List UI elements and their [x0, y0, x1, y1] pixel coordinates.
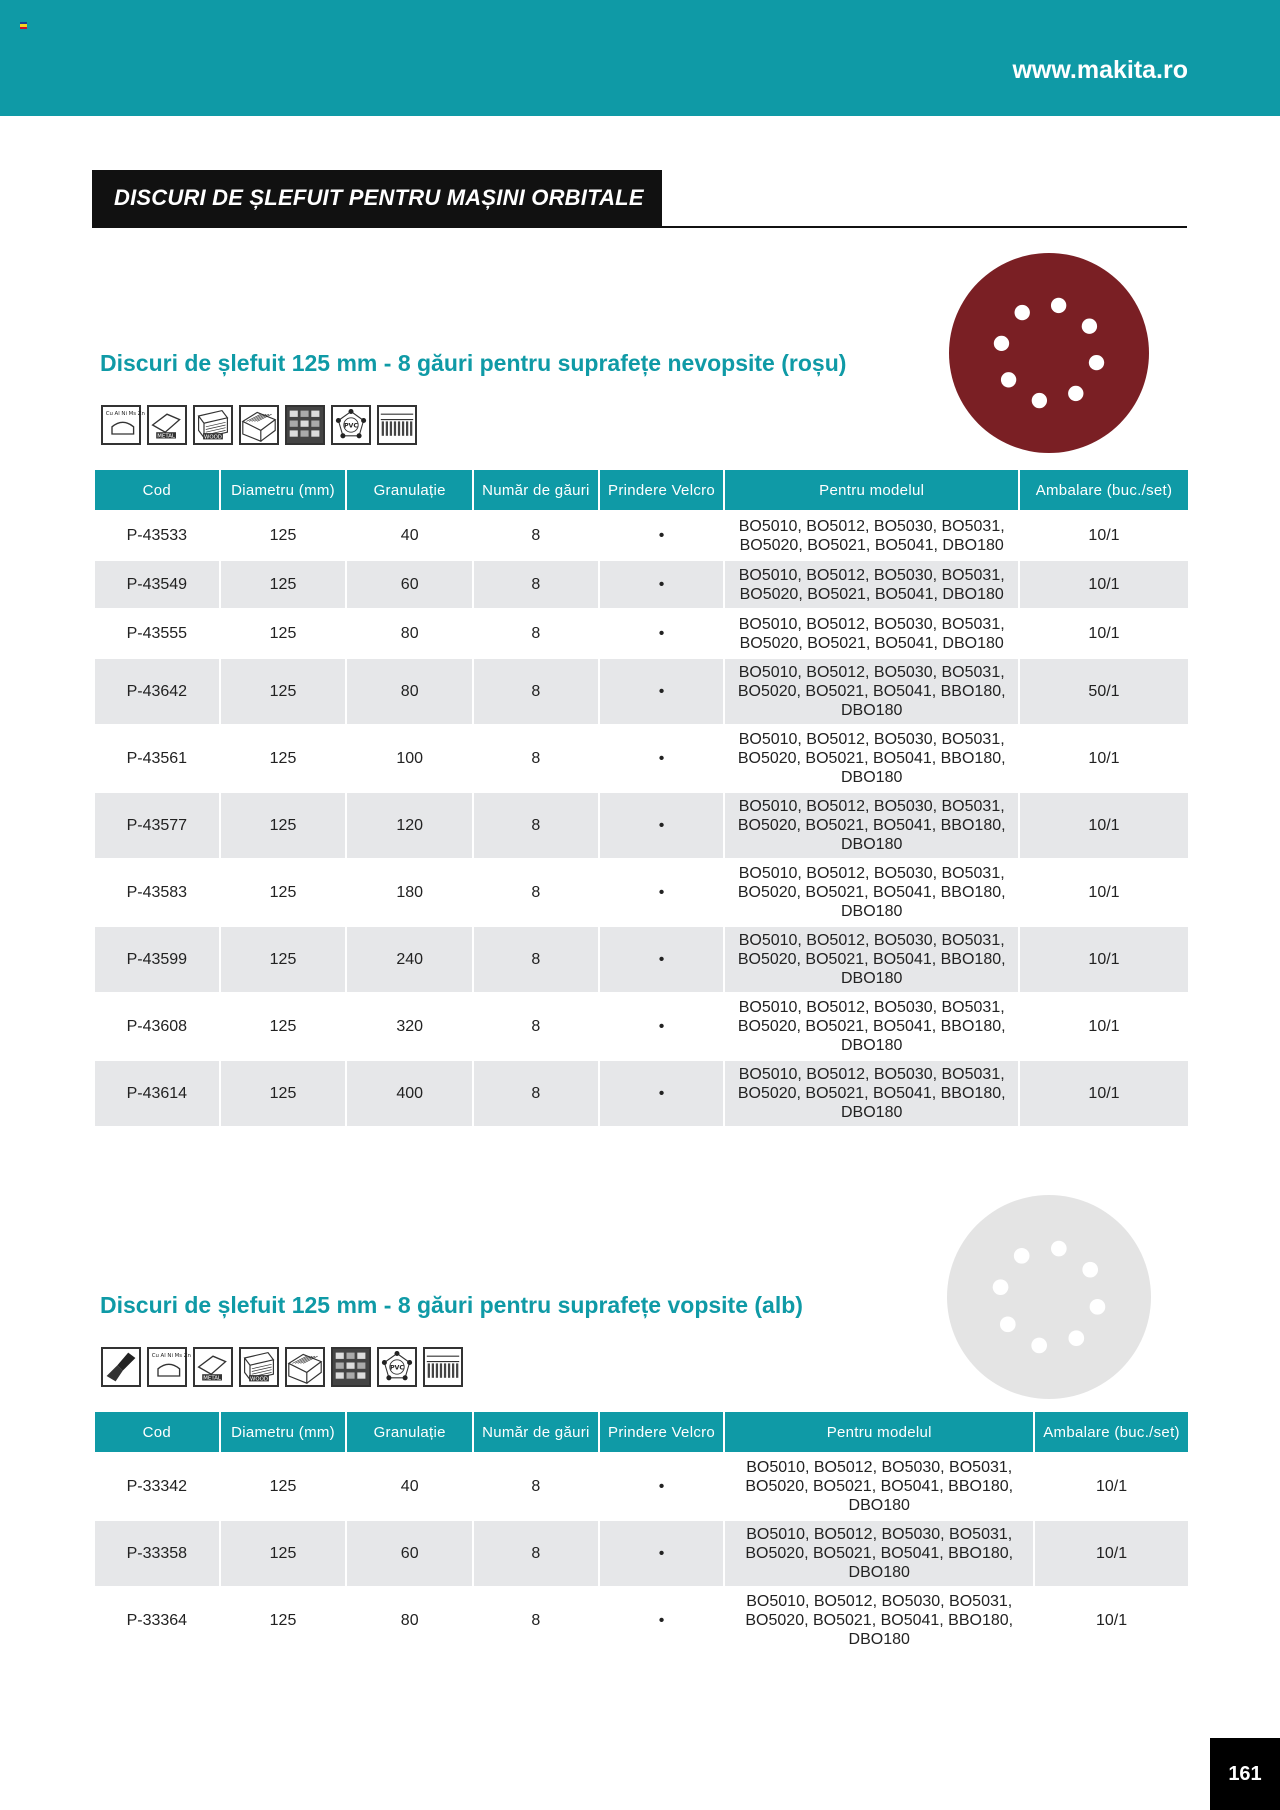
table-header-row	[95, 470, 1188, 510]
table-cell: 125	[221, 608, 346, 657]
compatible-models: BO5010, BO5012, BO5030, BO5031, BO5020, BO5021, BO5041, DBO180	[725, 559, 1018, 608]
disc-hole	[1089, 355, 1104, 370]
disc-hole	[1090, 1299, 1106, 1315]
disc-hole	[993, 1279, 1009, 1295]
product-code: P-33358	[95, 1519, 219, 1586]
table-cell: 125	[221, 1519, 346, 1586]
table-row	[95, 925, 1188, 992]
table-cell: 10/1	[1035, 1519, 1188, 1586]
table-cell: •	[600, 1519, 724, 1586]
woodworking-icon	[285, 1347, 325, 1387]
table-row	[95, 992, 1188, 1059]
table-cell: 80	[347, 608, 472, 657]
table-cell: 8	[474, 559, 598, 608]
table-cell: 10/1	[1020, 992, 1188, 1059]
table-cell: 8	[474, 1586, 598, 1653]
column-header: Pentru modelul	[725, 1412, 1033, 1452]
table-cell: 125	[221, 1452, 346, 1519]
table-cell: 8	[474, 657, 598, 724]
svg-text:METAL: METAL	[203, 1375, 221, 1382]
table-cell: 8	[474, 1059, 598, 1126]
table-cell: •	[600, 510, 724, 559]
table-cell: 240	[347, 925, 472, 992]
table-cell: 50/1	[1020, 657, 1188, 724]
column-header: Diametru (mm)	[221, 470, 346, 510]
metals-icon	[101, 405, 145, 445]
compatible-models: BO5010, BO5012, BO5030, BO5031, BO5020, BO5021, BO5041, DBO180	[725, 510, 1018, 559]
table-cell: 125	[221, 858, 346, 925]
product-title-white: Discuri de șlefuit 125 mm - 8 găuri pentru suprafețe vopsite (alb)	[100, 1292, 803, 1318]
table-cell: •	[600, 925, 724, 992]
table-cell: •	[600, 1586, 724, 1653]
table-cell: •	[600, 791, 724, 858]
table-cell: 125	[221, 992, 346, 1059]
table-cell: 100	[347, 724, 472, 791]
column-header: Prindere Velcro	[600, 1412, 724, 1452]
table-cell: 125	[221, 925, 346, 992]
red-sanding-disc-image	[948, 252, 1150, 454]
stone-icon	[285, 405, 325, 445]
product-code: P-43577	[95, 791, 219, 858]
table-cell: 8	[474, 925, 598, 992]
disc-hole	[1082, 1262, 1098, 1278]
disc-hole	[1051, 1241, 1067, 1257]
table-cell: 125	[221, 1586, 346, 1653]
compatible-models: BO5010, BO5012, BO5030, BO5031, BO5020, BO5021, BO5041, DBO180	[725, 608, 1018, 657]
table-cell: 40	[347, 1452, 472, 1519]
table-cell: 125	[221, 657, 346, 724]
flag-icon	[20, 22, 27, 29]
compatible-models: BO5010, BO5012, BO5030, BO5031, BO5020, BO5021, BO5041, BBO180, DBO180	[725, 1452, 1033, 1519]
table-row	[95, 1059, 1188, 1126]
svg-text:WOOD: WOOD	[204, 434, 222, 441]
section-header	[92, 170, 1187, 228]
compatible-models: BO5010, BO5012, BO5030, BO5031, BO5020, BO5021, BO5041, BBO180, DBO180	[725, 724, 1018, 791]
table-cell: 80	[347, 657, 472, 724]
pvc-icon	[377, 1347, 417, 1387]
table-cell: 10/1	[1020, 1059, 1188, 1126]
column-header: Cod	[95, 1412, 219, 1452]
table-row	[95, 510, 1188, 559]
top-banner	[0, 0, 1280, 116]
metals-icon	[147, 1347, 191, 1387]
disc-hole	[1000, 1316, 1016, 1332]
table-row	[95, 1586, 1188, 1653]
table-cell: 180	[347, 858, 472, 925]
table-cell: 40	[347, 510, 472, 559]
product-code: P-43555	[95, 608, 219, 657]
table-row	[95, 858, 1188, 925]
disc-body	[947, 1195, 1151, 1399]
table-cell: 10/1	[1035, 1452, 1188, 1519]
table-cell: •	[600, 858, 724, 925]
compatible-models: BO5010, BO5012, BO5030, BO5031, BO5020, BO5021, BO5041, BBO180, DBO180	[725, 657, 1018, 724]
table-cell: 8	[474, 791, 598, 858]
table-cell: 120	[347, 791, 472, 858]
disc-hole	[1032, 393, 1047, 408]
compatible-models: BO5010, BO5012, BO5030, BO5031, BO5020, BO5021, BO5041, BBO180, DBO180	[725, 1519, 1033, 1586]
table-cell: 8	[474, 858, 598, 925]
spec-table-red	[93, 470, 1190, 1126]
product-code: P-43599	[95, 925, 219, 992]
table-row	[95, 791, 1188, 858]
table-cell: 60	[347, 559, 472, 608]
compatible-models: BO5010, BO5012, BO5030, BO5031, BO5020, BO5021, BO5041, BBO180, DBO180	[725, 791, 1018, 858]
table-cell: 60	[347, 1519, 472, 1586]
product-code: P-43549	[95, 559, 219, 608]
table-cell: 125	[221, 791, 346, 858]
disc-hole	[1014, 1248, 1030, 1264]
compatible-models: BO5010, BO5012, BO5030, BO5031, BO5020, BO5021, BO5041, BBO180, DBO180	[725, 1586, 1033, 1653]
disc-hole	[1068, 386, 1083, 401]
section-title: DISCURI DE ȘLEFUIT PENTRU MAȘINI ORBITALE	[92, 170, 662, 226]
disc-hole	[1031, 1338, 1047, 1354]
svg-text:PVC: PVC	[389, 1364, 405, 1372]
material-icons-red	[101, 405, 417, 445]
table-cell: •	[600, 657, 724, 724]
table-cell: 8	[474, 1452, 598, 1519]
disc-hole	[1015, 305, 1030, 320]
table-header-row	[95, 1412, 1188, 1452]
product-code: P-33342	[95, 1452, 219, 1519]
table-cell: 8	[474, 992, 598, 1059]
spec-table-white	[93, 1412, 1190, 1653]
table-cell: 8	[474, 608, 598, 657]
table-cell: 125	[221, 510, 346, 559]
table-row	[95, 1452, 1188, 1519]
metal-icon	[147, 405, 187, 445]
table-cell: 320	[347, 992, 472, 1059]
table-cell: 125	[221, 724, 346, 791]
column-header: Număr de găuri	[474, 470, 598, 510]
column-header: Diametru (mm)	[221, 1412, 346, 1452]
table-cell: 10/1	[1020, 510, 1188, 559]
table-cell: •	[600, 724, 724, 791]
metal-icon	[193, 1347, 233, 1387]
product-code: P-43642	[95, 657, 219, 724]
table-cell: 8	[474, 510, 598, 559]
column-header: Granulație	[347, 470, 472, 510]
compatible-models: BO5010, BO5012, BO5030, BO5031, BO5020, BO5021, BO5041, BBO180, DBO180	[725, 992, 1018, 1059]
material-icons-white	[101, 1347, 463, 1387]
column-header: Cod	[95, 470, 219, 510]
compatible-models: BO5010, BO5012, BO5030, BO5031, BO5020, BO5021, BO5041, BBO180, DBO180	[725, 925, 1018, 992]
product-code: P-43608	[95, 992, 219, 1059]
svg-text:METAL: METAL	[157, 433, 175, 440]
page-number: 161	[1210, 1738, 1280, 1810]
stone-icon	[331, 1347, 371, 1387]
compatible-models: BO5010, BO5012, BO5030, BO5031, BO5020, BO5021, BO5041, BBO180, DBO180	[725, 1059, 1018, 1126]
table-row	[95, 724, 1188, 791]
product-code: P-43561	[95, 724, 219, 791]
table-cell: 125	[221, 559, 346, 608]
column-header: Ambalare (buc./set)	[1020, 470, 1188, 510]
table-row	[95, 657, 1188, 724]
product-code: P-33364	[95, 1586, 219, 1653]
product-code: P-43583	[95, 858, 219, 925]
product-code: P-43614	[95, 1059, 219, 1126]
table-cell: 10/1	[1020, 608, 1188, 657]
column-header: Prindere Velcro	[600, 470, 724, 510]
compatible-models: BO5010, BO5012, BO5030, BO5031, BO5020, BO5021, BO5041, BBO180, DBO180	[725, 858, 1018, 925]
column-header: Ambalare (buc./set)	[1035, 1412, 1188, 1452]
disc-hole	[994, 336, 1009, 351]
table-cell: 125	[221, 1059, 346, 1126]
wood-icon	[193, 405, 233, 445]
table-row	[95, 559, 1188, 608]
disc-hole	[1068, 1330, 1084, 1346]
table-row	[95, 1519, 1188, 1586]
grating-icon	[377, 405, 417, 445]
table-cell: 10/1	[1020, 925, 1188, 992]
svg-text:Cu Al Ni Ms Zn: Cu Al Ni Ms Zn	[151, 1353, 191, 1360]
woodworking-icon	[239, 405, 279, 445]
table-cell: 10/1	[1020, 559, 1188, 608]
grating-icon	[423, 1347, 463, 1387]
white-sanding-disc-image	[946, 1194, 1152, 1400]
pvc-icon	[331, 405, 371, 445]
svg-text:PVC: PVC	[343, 422, 359, 430]
paint-brush-icon	[101, 1347, 141, 1387]
disc-hole	[1051, 298, 1066, 313]
disc-body	[949, 253, 1149, 453]
table-cell: 10/1	[1020, 858, 1188, 925]
table-cell: 400	[347, 1059, 472, 1126]
table-cell: 10/1	[1035, 1586, 1188, 1653]
column-header: Granulație	[347, 1412, 472, 1452]
table-cell: 10/1	[1020, 724, 1188, 791]
svg-text:WOOD: WOOD	[250, 1376, 268, 1383]
site-url[interactable]: www.makita.ro	[1012, 56, 1188, 84]
product-title-red: Discuri de șlefuit 125 mm - 8 găuri pentru suprafețe nevopsite (roșu)	[100, 350, 847, 376]
table-cell: •	[600, 559, 724, 608]
table-row	[95, 608, 1188, 657]
table-cell: •	[600, 992, 724, 1059]
table-cell: 80	[347, 1586, 472, 1653]
table-cell: •	[600, 608, 724, 657]
wood-icon	[239, 1347, 279, 1387]
product-code: P-43533	[95, 510, 219, 559]
disc-hole	[1082, 319, 1097, 334]
table-cell: •	[600, 1059, 724, 1126]
table-cell: •	[600, 1452, 724, 1519]
column-header: Număr de găuri	[474, 1412, 598, 1452]
table-cell: 8	[474, 1519, 598, 1586]
table-cell: 10/1	[1020, 791, 1188, 858]
table-cell: 8	[474, 724, 598, 791]
column-header: Pentru modelul	[725, 470, 1018, 510]
disc-hole	[1001, 372, 1016, 387]
svg-text:Cu Al Ni Ms Zn: Cu Al Ni Ms Zn	[105, 411, 145, 418]
